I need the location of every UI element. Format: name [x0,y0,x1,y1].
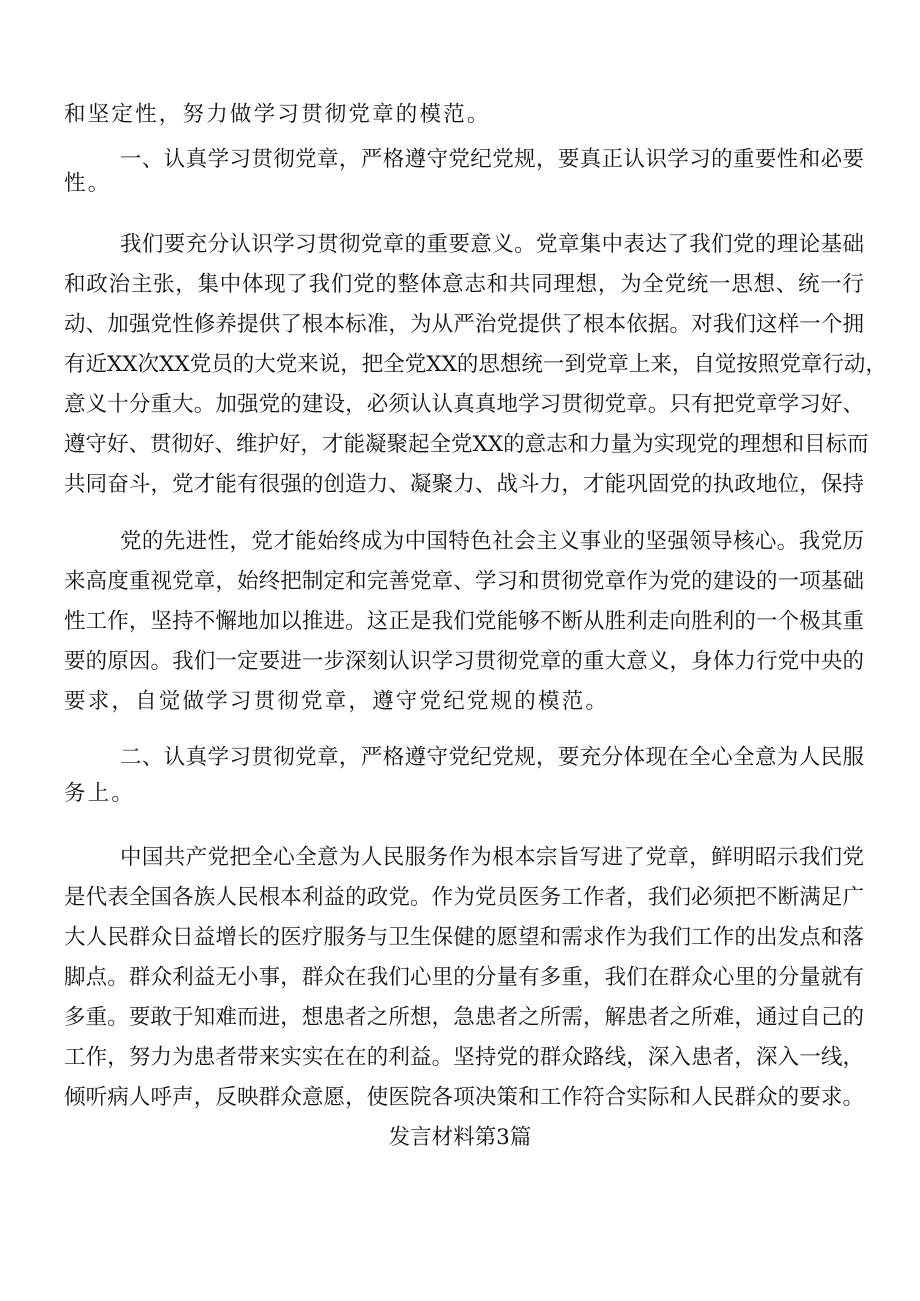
paragraph-line: 是代表全国各族人民根本利益的政党。作为党员医务工作者，我们必须把不断满足广 [64,885,864,910]
paragraph-line: 要的原因。我们一定要进一步深刻认识学习贯彻党章的重大意义，身体力行党中央的 [64,649,864,674]
paragraph-line: 要求，自觉做学习贯彻党章，遵守党纪党规的模范。 [64,689,610,714]
paragraph-line: 来高度重视党章，始终把制定和完善党章、学习和贯彻党章作为党的建设的一项基础 [64,569,864,594]
paragraph-line: 倾听病人呼声，反映群众意愿，使医院各项决策和工作符合实际和人民群众的要求。 [64,1085,864,1110]
paragraph-line: 党的先进性，党才能始终成为中国特色社会主义事业的坚强领导核心。我党历 [120,529,864,554]
paragraph-line: 共同奋斗，党才能有很强的创造力、凝聚力、战斗力，才能巩固党的执政地位，保持 [64,472,864,497]
paragraph-line: 和政治主张，集中体现了我们党的整体意志和共同理想，为全党统一思想、统一行 [64,272,864,297]
section-title: 发言材料第3篇 [388,1125,532,1150]
paragraph-line: 动、加强党性修养提供了根本标准，为从严治党提供了根本依据。对我们这样一个拥 [64,312,864,337]
section-heading-line: 性。 [64,171,112,196]
paragraph-line: 有近XX次XX党员的大党来说，把全党XX的思想统一到党章上来，自觉按照党章行动， [64,352,887,377]
paragraph-line: 性工作，坚持不懈地加以推进。这正是我们党能够不断从胜利走向胜利的一个极其重 [64,609,864,634]
section-heading-line: 一、认真学习贯彻党章，严格遵守党纪党规，要真正认识学习的重要性和必要 [120,147,864,172]
paragraph-line: 意义十分重大。加强党的建设，必须认认真真地学习贯彻党章。只有把党章学习好、 [64,392,864,417]
section-heading-line: 二、认真学习贯彻党章，严格遵守党纪党规，要充分体现在全心全意为人民服 [120,745,864,770]
paragraph-line: 遵守好、贯彻好、维护好，才能凝聚起全党XX的意志和力量为实现党的理想和目标而 [64,432,869,457]
section-heading-line: 务上。 [64,781,136,806]
paragraph-line: 工作，努力为患者带来实实在在的利益。坚持党的群众路线，深入患者，深入一线， [64,1045,864,1070]
paragraph-line: 脚点。群众利益无小事，群众在我们心里的分量有多重，我们在群众心里的分量就有 [64,965,864,990]
paragraph-line: 中国共产党把全心全意为人民服务作为根本宗旨写进了党章，鲜明昭示我们党 [120,845,864,870]
paragraph-line: 我们要充分认识学习贯彻党章的重要意义。党章集中表达了我们党的理论基础 [120,232,864,257]
paragraph-line: 和坚定性，努力做学习贯彻党章的模范。 [64,102,491,127]
paragraph-line: 大人民群众日益增长的医疗服务与卫生保健的愿望和需求作为我们工作的出发点和落 [64,925,864,950]
paragraph-line: 多重。要敢于知难而进，想患者之所想，急患者之所需，解患者之所难，通过自己的 [64,1005,864,1030]
